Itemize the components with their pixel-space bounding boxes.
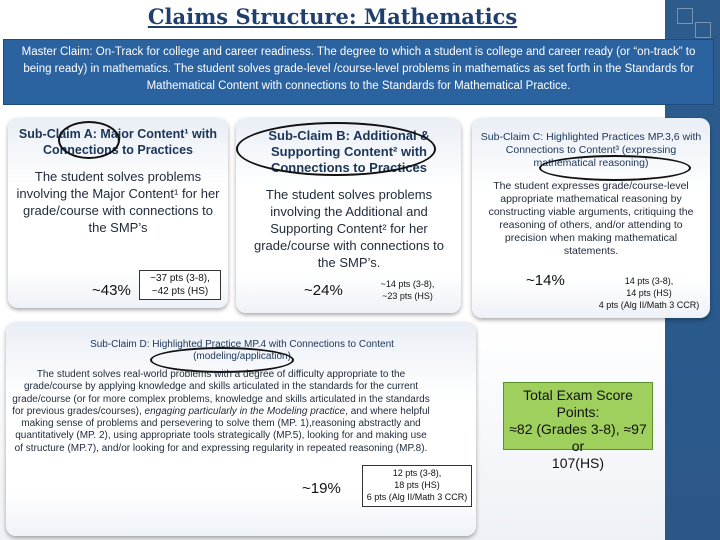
- points-line: 4 pts (Alg II/Math 3 CCR): [598, 300, 700, 310]
- points-line: 18 pts (HS): [394, 480, 440, 490]
- body-text: The student solves real-world problems with a degree of difficulty appropriate to the grade/course by applying knowledge and skills articulated in the standards for the current grade/course (or for more complex problems, knowledge and skills articulated in the standards for previous grades/courses),: [12, 369, 430, 417]
- master-claim-box: Master Claim: On-Track for college and career readiness. The degree to which a student is college and career ready (or “on-track” to being ready) in mathematics. The student solves grade-level /course-level problems in mathematics as set forth in the Standards for Mathematical Content with connections to the Standards for Mathematical Practice.: [3, 39, 714, 105]
- points-line: 6 pts (Alg II/Math 3 CCR): [366, 492, 468, 502]
- decorative-square: [677, 8, 693, 24]
- annotation-oval: [539, 155, 691, 181]
- sub-claim-d-heading-line: Sub-Claim D: Highlighted Practice MP.4 with Connections to Content: [90, 339, 394, 350]
- points-line: ~37 pts (3-8),: [150, 273, 210, 284]
- sub-claim-d-points: [362, 465, 472, 507]
- points-line: 14 pts (HS): [626, 288, 672, 298]
- sub-claim-c-heading: Sub-Claim C: Highlighted Practices MP.3,6 with Connections to Content³ (expressing mathematical reasoning): [480, 131, 702, 169]
- annotation-oval: [236, 122, 436, 176]
- sub-claim-c-body: The student expresses grade/course-level appropriate mathematical reasoning by constructing viable arguments, critiquing the reasoning of others, and/or attending to precision when making mathematical statements.: [488, 180, 694, 257]
- points-line: 12 pts (3-8),: [392, 468, 442, 478]
- sub-claim-d-percent: ~19%: [302, 480, 341, 497]
- sub-claim-b-percent: ~24%: [304, 282, 343, 299]
- total-line: ≈82 (Grades 3-8), ≈97 or: [509, 421, 647, 454]
- sub-claim-a-percent: ~43%: [92, 282, 131, 299]
- decorative-square: [695, 22, 711, 38]
- sub-claim-a-body: The student solves problems involving the Major Content¹ for her grade/course with connections to the SMP’s: [16, 169, 220, 235]
- annotation-oval: [58, 121, 120, 159]
- sub-claim-a-points: [139, 270, 221, 300]
- page-title: Claims Structure: Mathematics: [147, 4, 518, 29]
- sub-claim-a-heading: Sub-Claim A: Major Content¹ with Connections to Practices: [18, 127, 218, 157]
- points-line: ~14 pts (3-8),: [380, 279, 435, 289]
- points-line: 14 pts (3-8),: [624, 276, 674, 286]
- total-line: Total Exam Score Points:: [523, 387, 633, 420]
- body-emphasis: engaging particularly in the Modeling practice: [144, 405, 346, 417]
- sub-claim-d-heading-line: (modeling/application): [193, 351, 291, 362]
- total-line: 107(HS): [551, 455, 605, 471]
- points-line: ~23 pts (HS): [382, 291, 433, 301]
- total-score-box: [503, 382, 653, 471]
- sub-claim-b-heading: Sub-Claim B: Additional & Supporting Content² with Connections to Practices: [268, 128, 430, 175]
- sub-claim-b-points: [370, 278, 445, 302]
- sub-claim-d-body: [10, 369, 432, 455]
- sub-claim-c-percent: ~14%: [526, 272, 565, 289]
- body-text: , and where helpful making sense of problems and persevering to solve them (MP. 1),reasoning abstractly and quantitatively (MP. 2), using appropriate tools strategically (MP.5), looking for and making use of structure (MP.7), and/or looking for and expressing regularity in repeated reasoning (MP.8).: [14, 405, 430, 454]
- points-line: ~42 pts (HS): [151, 286, 209, 297]
- sub-claim-c-points: [590, 275, 708, 311]
- sub-claim-b-body: The student solves problems involving the Additional and Supporting Content² for her grade/course with connections to the SMP’s.: [253, 187, 445, 270]
